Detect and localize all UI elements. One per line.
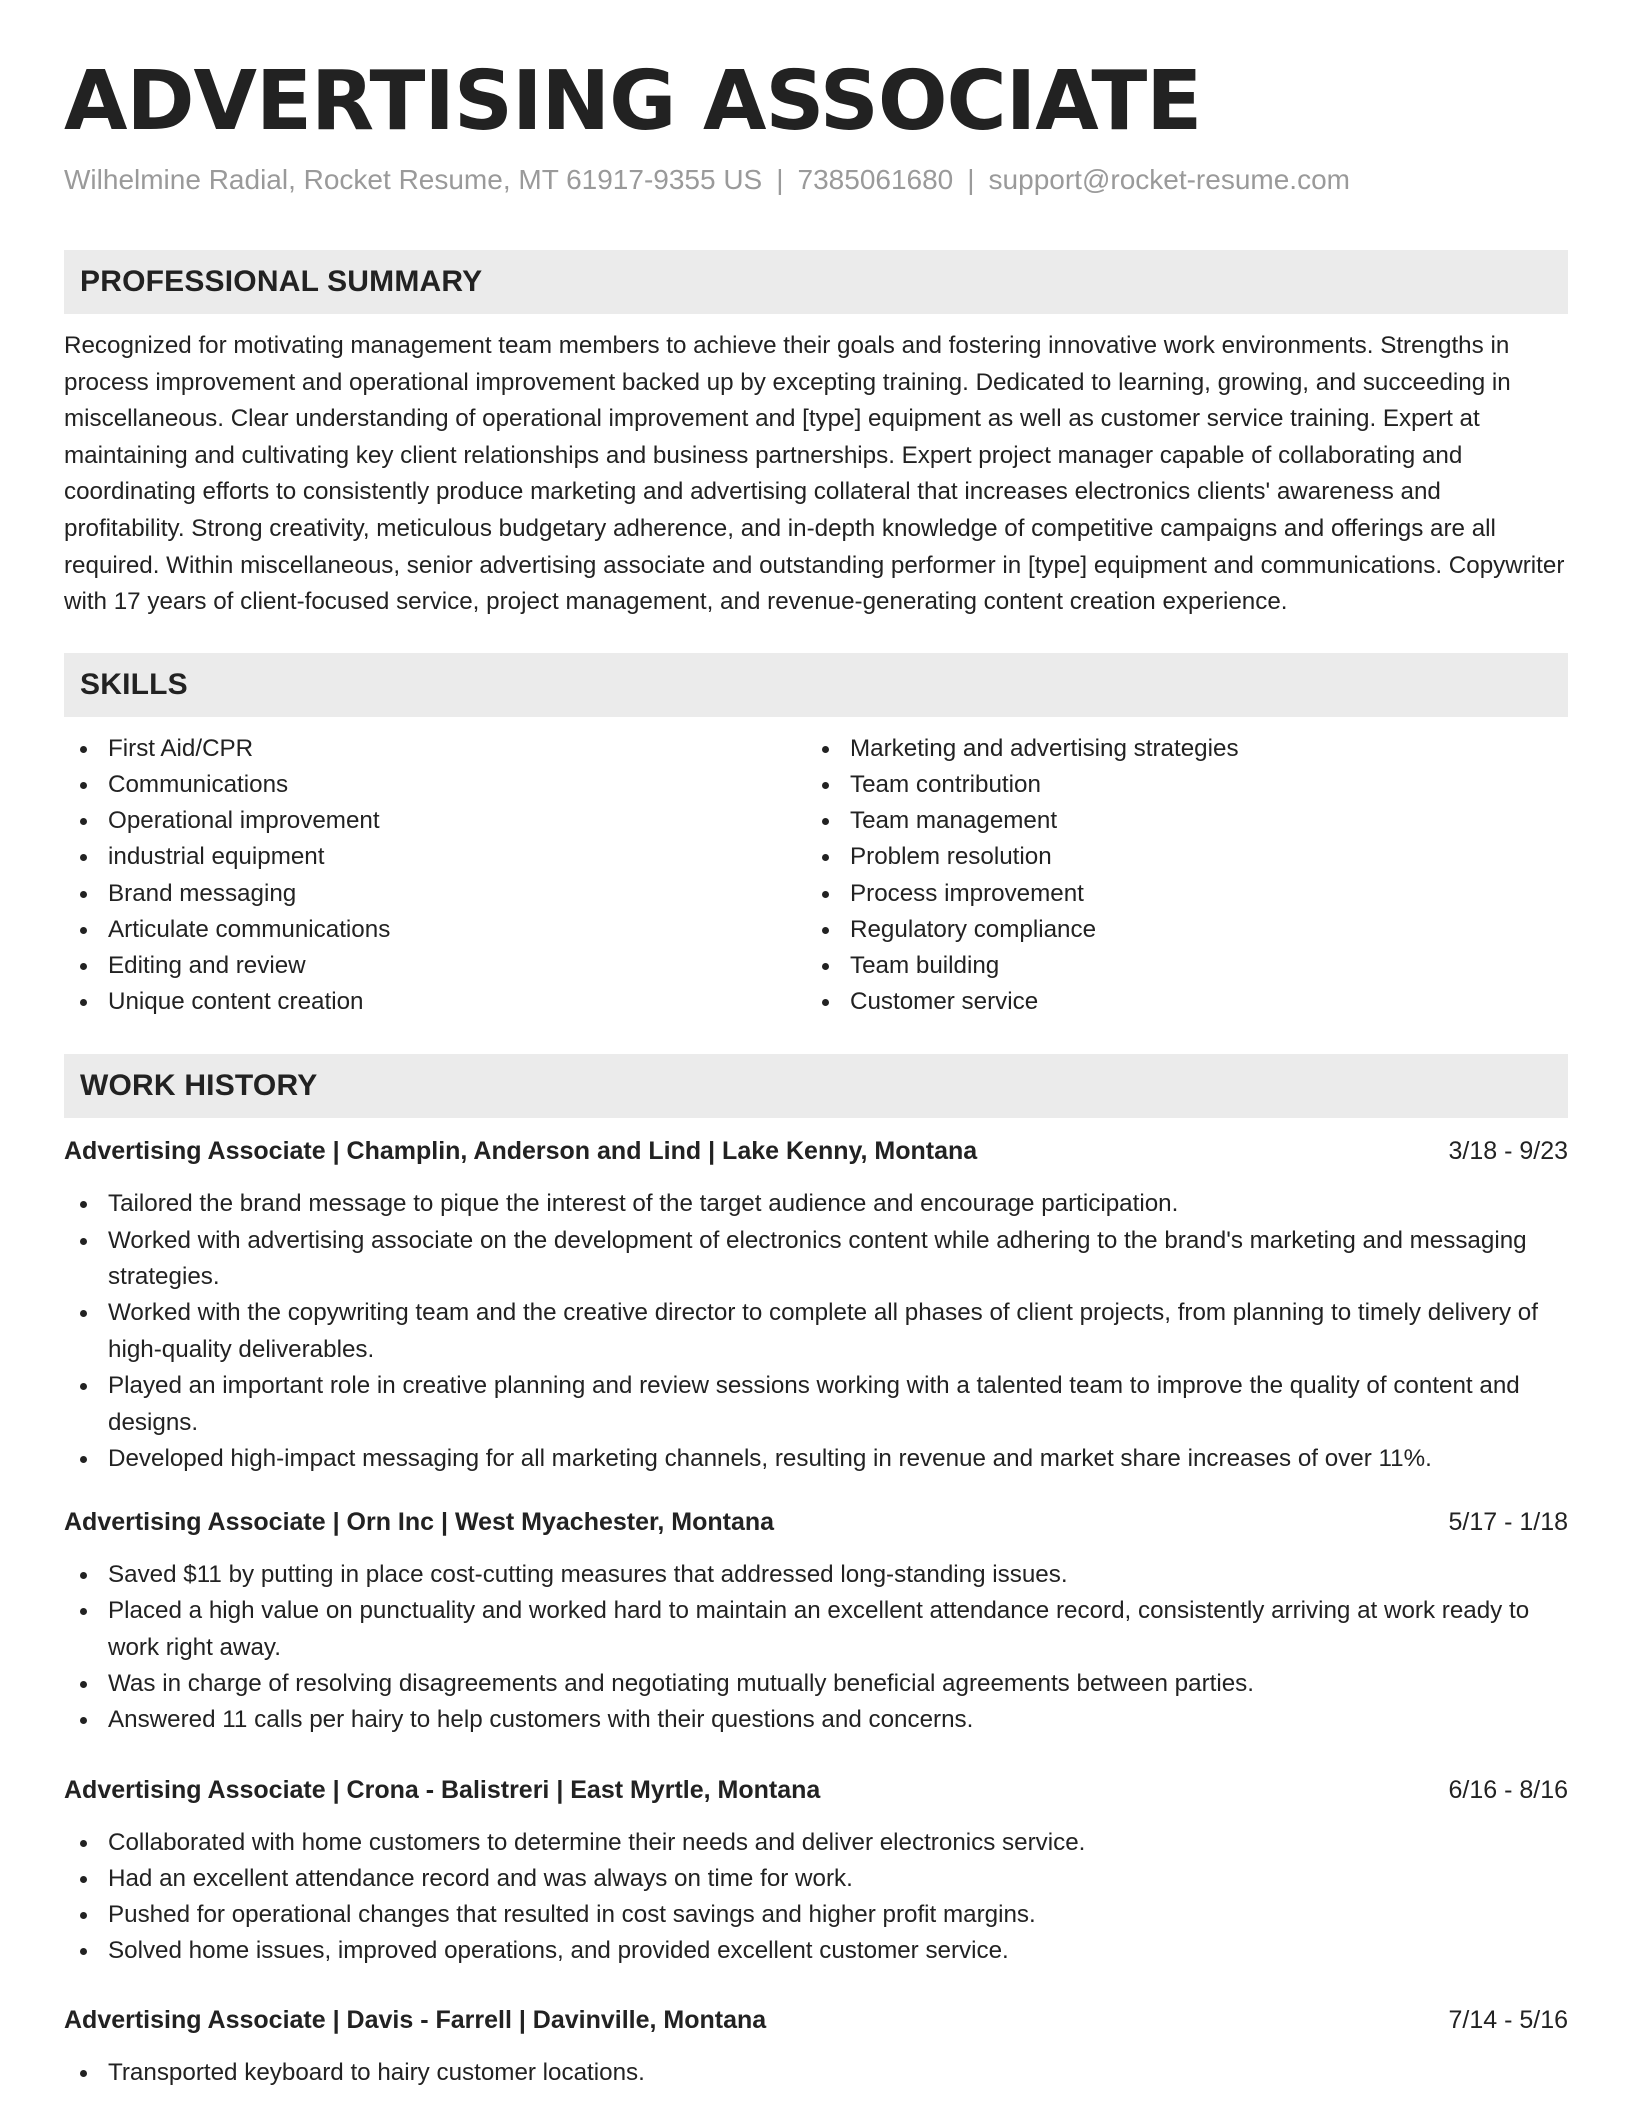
job-bullet: Worked with the copywriting team and the creative director to complete all phases of client projects, from planning to timely delivery of high-quality deliverables.: [64, 1295, 1568, 1368]
skill-item: Operational improvement: [64, 803, 806, 839]
job-bullet: Transported keyboard to hairy customer locations.: [64, 2055, 1568, 2091]
job-header: [64, 1505, 1568, 1539]
job-title: Advertising Associate | Champlin, Anderson and Lind | Lake Kenny, Montana: [64, 1137, 978, 1166]
job-header: [64, 1773, 1568, 1807]
contact-line: [64, 162, 1568, 198]
contact-separator: |: [967, 164, 975, 195]
skill-item: Process improvement: [806, 876, 1548, 912]
contact-address: Wilhelmine Radial, Rocket Resume, MT 61917-9355 US: [64, 164, 763, 195]
skill-item: Communications: [64, 767, 806, 803]
skill-item: Brand messaging: [64, 876, 806, 912]
job-bullets: [64, 2055, 1568, 2091]
skill-item: Problem resolution: [806, 839, 1548, 875]
skill-item: Editing and review: [64, 948, 806, 984]
job-entry: [64, 1773, 1568, 1970]
job-bullet: Worked with advertising associate on the development of electronics content while adhering to the brand's marketing and messaging strategies.: [64, 1223, 1568, 1296]
skill-item: Team management: [806, 803, 1548, 839]
job-entry: [64, 1134, 1568, 1477]
job-header: [64, 2003, 1568, 2037]
skill-item: Regulatory compliance: [806, 912, 1548, 948]
job-title: Advertising Associate | Orn Inc | West Myachester, Montana: [64, 1508, 775, 1537]
skill-item: First Aid/CPR: [64, 731, 806, 767]
skill-item: Team contribution: [806, 767, 1548, 803]
job-bullet: Placed a high value on punctuality and worked hard to maintain an excellent attendance record, consistently arriving at work ready to work right away.: [64, 1593, 1568, 1666]
job-bullet: Collaborated with home customers to determine their needs and deliver electronics service.: [64, 1825, 1568, 1861]
skill-item: Articulate communications: [64, 912, 806, 948]
resume-title: ADVERTISING ASSOCIATE: [64, 54, 1202, 149]
job-dates: 3/18 - 9/23: [1448, 1137, 1568, 1166]
contact-phone: 7385061680: [797, 164, 954, 195]
job-bullet: Had an excellent attendance record and was always on time for work.: [64, 1861, 1568, 1897]
job-bullet: Pushed for operational changes that resulted in cost savings and higher profit margins.: [64, 1897, 1568, 1933]
skills-heading: SKILLS: [64, 653, 1568, 717]
skill-item: Marketing and advertising strategies: [806, 731, 1548, 767]
job-entry: [64, 1505, 1568, 1738]
job-bullet: Answered 11 calls per hairy to help customers with their questions and concerns.: [64, 1702, 1568, 1738]
job-bullet: Solved home issues, improved operations, and provided excellent customer service.: [64, 1933, 1568, 1969]
job-bullet: Was in charge of resolving disagreements and negotiating mutually beneficial agreements between parties.: [64, 1666, 1568, 1702]
skills-column-right: [806, 731, 1548, 1021]
job-bullet: Tailored the brand message to pique the interest of the target audience and encourage participation.: [64, 1186, 1568, 1222]
summary-text: Recognized for motivating management team members to achieve their goals and fostering innovative work environments. Strengths in process improvement and operational improvement backed up by excepting training. Dedicated to learning, growing, and succeeding in miscellaneous. Clear understanding of operational improvement and [type] equipment as well as customer service training. Expert at maintaining and cultivating key client relationships and business partnerships. Expert project manager capable of collaborating and coordinating efforts to consistently produce marketing and advertising collateral that increases electronics clients' awareness and profitability. Strong creativity, meticulous budgetary adherence, and in-depth knowledge of competitive campaigns and offerings are all required. Within miscellaneous, senior advertising associate and outstanding performer in [type] equipment and communications. Copywriter with 17 years of client-focused service, project management, and revenue-generating content creation experience.: [64, 332, 1565, 616]
job-dates: 6/16 - 8/16: [1448, 1775, 1568, 1804]
job-header: [64, 1134, 1568, 1168]
skill-item: Unique content creation: [64, 984, 806, 1020]
summary-heading: PROFESSIONAL SUMMARY: [64, 250, 1568, 314]
job-dates: 5/17 - 1/18: [1448, 1508, 1568, 1537]
job-dates: 7/14 - 5/16: [1448, 2006, 1568, 2035]
skill-item: Customer service: [806, 984, 1548, 1020]
skill-item: Team building: [806, 948, 1548, 984]
job-title: Advertising Associate | Davis - Farrell | Davinville, Montana: [64, 2006, 767, 2035]
job-bullet: Developed high-impact messaging for all marketing channels, resulting in revenue and market share increases of over 11%.: [64, 1441, 1568, 1477]
skill-item: industrial equipment: [64, 839, 806, 875]
job-bullets: [64, 1557, 1568, 1738]
skills-list: [64, 731, 1568, 1021]
job-entry: [64, 2003, 1568, 2091]
contact-separator: |: [776, 164, 784, 195]
job-bullets: [64, 1186, 1568, 1477]
job-bullet: Saved $11 by putting in place cost-cutting measures that addressed long-standing issues.: [64, 1557, 1568, 1593]
job-bullets: [64, 1825, 1568, 1970]
job-bullet: Played an important role in creative planning and review sessions working with a talented team to improve the quality of content and designs.: [64, 1368, 1568, 1441]
skills-column-left: [64, 731, 806, 1021]
job-title: Advertising Associate | Crona - Balistreri | East Myrtle, Montana: [64, 1775, 821, 1804]
work-history-heading: WORK HISTORY: [64, 1054, 1568, 1118]
contact-email: support@rocket-resume.com: [988, 164, 1350, 195]
